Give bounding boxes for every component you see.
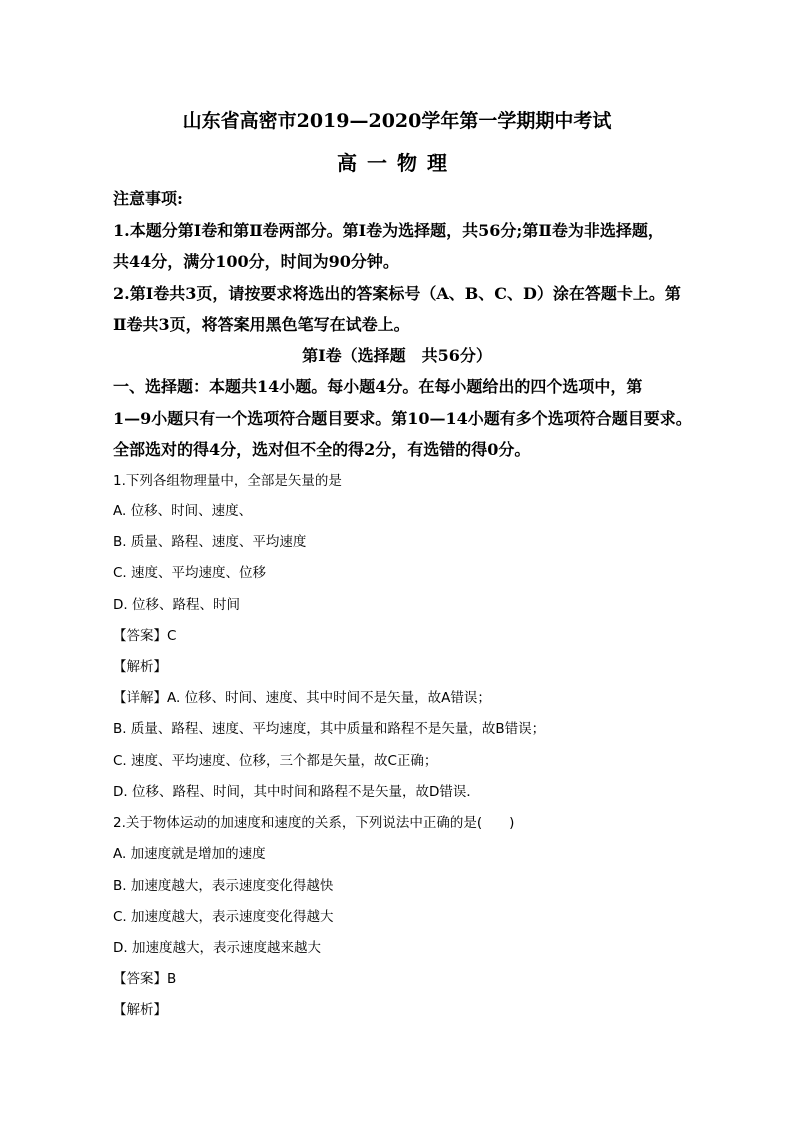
question-stem: 2.关于物体运动的加速度和速度的关系，下列说法中正确的是( ) [113,815,515,831]
question-stem: 1.下列各组物理量中，全部是矢量的是 [113,473,342,489]
question-option: C. 加速度越大，表示速度变化得越大 [113,909,334,925]
question-option: A. 位移、时间、速度、 [113,503,253,519]
exam-title: 山东省高密市2019—2020学年第一学期期中考试 [182,110,612,132]
notice-line: Ⅱ卷共3页，将答案用黑色笔写在试卷上。 [113,315,410,334]
analysis-label: 【解析】 [113,1002,167,1018]
section-instruction: 1—9小题只有一个选项符合题目要求。第10—14小题有多个选项符合题目要求。 [113,409,692,428]
notice-line: 1.本题分第Ⅰ卷和第Ⅱ卷两部分。第Ⅰ卷为选择题，共56分;第Ⅱ卷为非选择题， [113,221,664,240]
question-option: A. 加速度就是增加的速度 [113,846,266,862]
answer-label: 【答案】B [113,971,177,987]
subject-title: 高一物理 [337,151,457,175]
analysis-line: D. 位移、路程、时间，其中时间和路程不是矢量，故D错误． [113,784,480,800]
notice-line: 2.第Ⅰ卷共3页，请按要求将选出的答案标号（A、B、C、D）涂在答题卡上。第 [113,284,681,303]
question-option: B. 质量、路程、速度、平均速度 [113,534,307,550]
question-option: D. 加速度越大，表示速度越来越大 [113,940,321,956]
notice-heading: 注意事项: [113,189,183,208]
analysis-label: 【解析】 [113,659,167,675]
answer-label: 【答案】C [113,628,177,644]
section-instruction: 一、选择题：本题共14小题。每小题4分。在每小题给出的四个选项中，第 [113,377,643,396]
question-option: D. 位移、路程、时间 [113,597,240,613]
question-option: B. 加速度越大，表示速度变化得越快 [113,878,334,894]
analysis-line: 【详解】A. 位移、时间、速度、其中时间不是矢量，故A错误； [113,690,491,706]
section-instruction: 全部选对的得4分，选对但不全的得2分，有选错的得0分。 [113,440,531,459]
analysis-line: C. 速度、平均速度、位移，三个都是矢量，故C正确； [113,753,438,769]
analysis-line: B. 质量、路程、速度、平均速度，其中质量和路程不是矢量，故B错误； [113,721,546,737]
question-option: C. 速度、平均速度、位移 [113,565,267,581]
notice-line: 共44分，满分100分，时间为90分钟。 [113,252,399,271]
section-title: 第Ⅰ卷（选择题 共56分） [302,346,492,365]
